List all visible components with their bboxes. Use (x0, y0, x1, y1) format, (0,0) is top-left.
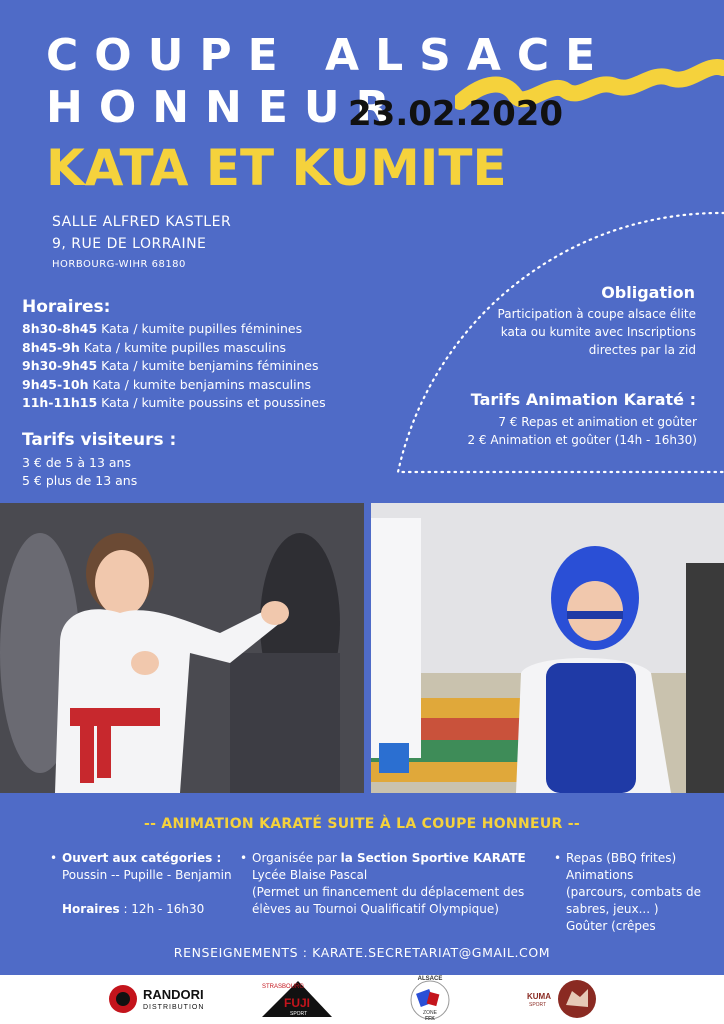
animation-prices-heading: Tarifs Animation Karaté : (470, 390, 696, 409)
schedule-list (22, 320, 326, 413)
randori-name: RANDORI (143, 987, 204, 1002)
bullet-icon: • (554, 851, 562, 865)
animation-hours (62, 901, 232, 918)
bullet-icon: • (240, 851, 248, 865)
bullet-icon: • (50, 851, 58, 865)
column-activities (554, 850, 716, 935)
visitor-prices-heading: Tarifs visiteurs : (22, 430, 177, 450)
randori-logo (109, 985, 204, 1013)
activity-line: Animations (566, 868, 634, 882)
sponsor-logos (0, 975, 724, 1024)
organiser (252, 850, 527, 867)
fuji-sport-logo (262, 981, 332, 1017)
title-kata-kumite: KATA ET KUMITE (46, 139, 507, 197)
fuji-sub: SPORT (290, 1011, 308, 1017)
animation-hours-value: : 12h - 16h30 (119, 902, 205, 916)
event-date: 23.02.2020 (348, 94, 564, 134)
photo-child-kumite-helmet (371, 503, 724, 793)
animation-prices (420, 413, 697, 449)
organiser-purpose: (Permet un financement du déplacement des élèves au Tournoi Qualificatif Olympique) (252, 885, 525, 916)
ffk-label: FFK (425, 1016, 435, 1022)
organiser-prefix: Organisée par (252, 851, 341, 865)
column-categories (50, 850, 232, 918)
organiser-name: la Section Sportive KARATE (340, 851, 526, 865)
title-line-1: COUPE ALSACE (46, 30, 612, 81)
column-organisation (240, 850, 527, 918)
obligation-line: directes par la zid (588, 343, 696, 357)
obligation-text (480, 305, 696, 359)
animation-hours-label: Horaires (62, 902, 120, 916)
schedule-desc: Kata / kumite pupilles féminines (97, 321, 303, 336)
photo-child-kumite-illustration (371, 503, 724, 793)
spacer (62, 884, 232, 901)
contact-info: RENSEIGNEMENTS : KARATE.SECRETARIAT@GMAIL.COM (173, 945, 551, 960)
schedule-desc: Kata / kumite pupilles masculins (79, 339, 287, 355)
alsace-ffk-logo (411, 976, 449, 1022)
obligation-line: kata ou kumite avec Inscriptions (500, 325, 696, 339)
obligation-heading: Obligation (601, 283, 695, 302)
schedule-row (22, 339, 326, 358)
schedule-desc: Kata / kumite poussins et poussines (97, 395, 326, 410)
schedule-time: 9h30-9h45 (22, 358, 98, 373)
photo-girl-kata (0, 503, 364, 793)
alsace-zone: ZONE (423, 1010, 437, 1016)
activity-line: Repas (BBQ frites) (566, 851, 677, 865)
kuma-sport-logo (527, 980, 596, 1018)
activity-line: (parcours, combats de sabres, jeux... ) (566, 885, 702, 916)
schedule-row (22, 394, 326, 413)
fuji-top: STRASBOURG (262, 984, 305, 990)
activity-line: Goûter (crêpes (566, 919, 656, 933)
schedule-time: 8h45-9h (22, 339, 80, 355)
sponsor-footer (0, 975, 724, 1024)
visitor-price-line: 5 € plus de 13 ans (22, 473, 138, 488)
schedule-time: 9h45-10h (22, 376, 89, 392)
fuji-name: FUJI (284, 996, 311, 1010)
schedule-time: 8h30-8h45 (22, 321, 98, 336)
kuma-name: KUMA (527, 992, 551, 1001)
categories-label: Ouvert aux catégories : (62, 851, 222, 865)
title-line-2: HONNEUR (46, 82, 406, 133)
venue-city: HORBOURG-WIHR 68180 (52, 259, 186, 270)
organiser-school: Lycée Blaise Pascal (252, 868, 368, 882)
obligation-line: Participation à coupe alsace élite (497, 307, 696, 321)
venue-street: 9, RUE DE LORRAINE (52, 236, 207, 252)
schedule-desc: Kata / kumite benjamins masculins (88, 376, 312, 392)
kuma-sub: SPORT (529, 1002, 547, 1008)
schedule-time: 11h-11h15 (22, 395, 98, 410)
schedule-row (22, 357, 326, 376)
schedule-row (22, 320, 326, 339)
photo-girl-kata-illustration (0, 503, 364, 793)
venue-name: SALLE ALFRED KASTLER (52, 214, 232, 230)
animation-price-line: 7 € Repas et animation et goûter (498, 415, 697, 429)
schedule-row (22, 376, 326, 395)
visitor-prices (22, 454, 137, 490)
visitor-price-line: 3 € de 5 à 13 ans (22, 455, 131, 470)
alsace-label: ALSACE (417, 976, 443, 982)
categories-value: Poussin -- Pupille - Benjamin (62, 868, 232, 882)
randori-sub: DISTRIBUTION (143, 1004, 205, 1011)
animation-banner: -- ANIMATION KARATÉ SUITE À LA COUPE HONNEUR -- (144, 816, 580, 832)
horaires-heading: Horaires: (22, 297, 111, 317)
schedule-desc: Kata / kumite benjamins féminines (97, 358, 319, 373)
animation-price-line: 2 € Animation et goûter (14h - 16h30) (467, 433, 697, 447)
